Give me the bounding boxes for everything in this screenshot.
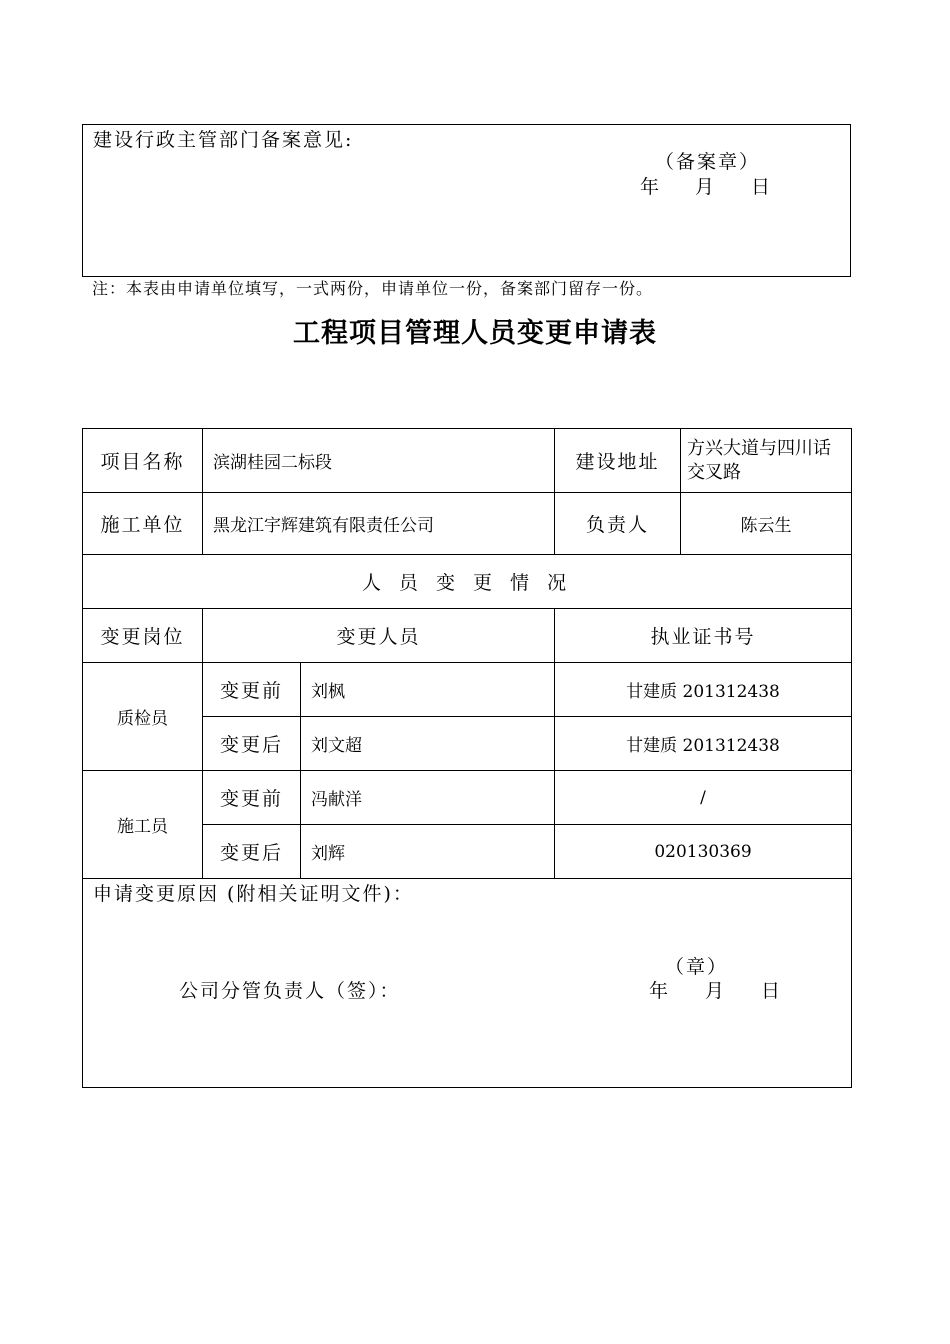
manager-label: 负责人: [555, 493, 681, 555]
project-name-value: 滨湖桂园二标段: [203, 429, 555, 493]
reason-date-month: 月: [705, 980, 725, 1002]
cert-cell: /: [555, 771, 852, 825]
record-seal-label: （备案章）: [655, 151, 761, 173]
stage-cell: 变更后: [203, 717, 301, 771]
table-row: [83, 771, 852, 825]
name-cell: 刘枫: [301, 663, 555, 717]
cert-cell: 020130369: [555, 825, 852, 879]
table-row: [83, 493, 852, 555]
table-row: [83, 609, 852, 663]
form-note: 注：本表由申请单位填写，一式两份，申请单位一份，备案部门留存一份。: [92, 279, 654, 298]
contractor-value: 黑龙江宇辉建筑有限责任公司: [203, 493, 555, 555]
col-person-header: 变更人员: [203, 609, 555, 663]
table-row: [83, 879, 852, 1088]
cert-cell: 甘建质 201312438: [555, 717, 852, 771]
stage-cell: 变更前: [203, 771, 301, 825]
col-position-header: 变更岗位: [83, 609, 203, 663]
table-row: [83, 663, 852, 717]
table-row: [83, 429, 852, 493]
reason-seal-label: （章）: [665, 956, 729, 978]
address-label: 建设地址: [555, 429, 681, 493]
position-cell: 施工员: [83, 771, 203, 879]
change-form-table: [82, 428, 852, 1088]
table-row: [83, 555, 852, 609]
record-date-year: 年: [640, 176, 660, 198]
project-name-label: 项目名称: [83, 429, 203, 493]
record-opinion-label: 建设行政主管部门备案意见:: [93, 129, 354, 151]
reason-date-year: 年: [649, 980, 669, 1002]
section-title: 人 员 变 更 情 况: [83, 555, 852, 609]
stage-cell: 变更后: [203, 825, 301, 879]
page-title: 工程项目管理人员变更申请表: [293, 318, 657, 349]
name-cell: 刘文超: [301, 717, 555, 771]
reason-date-day: 日: [761, 980, 781, 1002]
col-cert-header: 执业证书号: [555, 609, 852, 663]
record-opinion-box: [82, 124, 851, 277]
name-cell: 刘辉: [301, 825, 555, 879]
signer-label: 公司分管负责人（签）：: [179, 980, 401, 1002]
reason-label: 申请变更原因 (附相关证明文件)：: [93, 883, 414, 905]
record-date-day: 日: [751, 176, 771, 198]
record-date-month: 月: [695, 176, 715, 198]
name-cell: 冯献洋: [301, 771, 555, 825]
reason-cell: [83, 879, 852, 1088]
position-cell: 质检员: [83, 663, 203, 771]
cert-cell: 甘建质 201312438: [555, 663, 852, 717]
manager-value: 陈云生: [681, 493, 852, 555]
stage-cell: 变更前: [203, 663, 301, 717]
address-value: 方兴大道与四川话交叉路: [681, 429, 852, 493]
contractor-label: 施工单位: [83, 493, 203, 555]
